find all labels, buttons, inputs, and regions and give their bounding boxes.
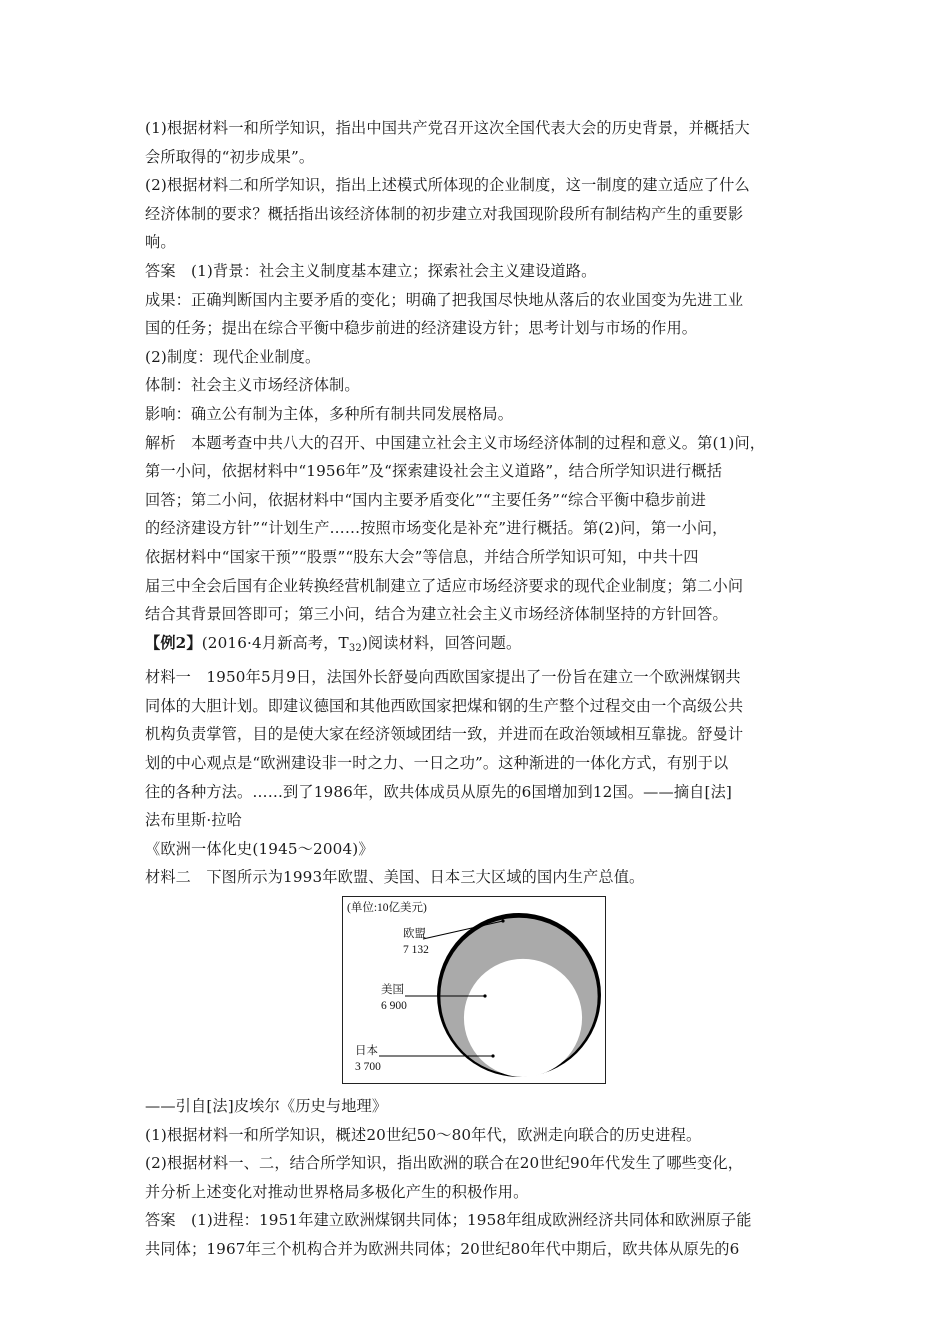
text-line: 成果：正确判断国内主要矛盾的变化；明确了把我国尽快地从落后的农业国变为先进工业 (145, 290, 744, 309)
leader-line-japan-dot (491, 1054, 494, 1057)
chart-frame (342, 896, 606, 1084)
text-line: (1)根据材料一和所学知识，指出中国共产党召开这次全国代表大会的历史背景，并概括大 (145, 119, 750, 137)
series-value-us: 6 900 (381, 1000, 407, 1013)
text-line: 第一小问，依据材料中“1956年”及“探索建设社会主义道路”，结合所学知识进行概括 (145, 462, 723, 481)
text-line: 体制：社会主义市场经济体制。 (145, 376, 360, 395)
leader-line-eu-dot (501, 919, 504, 922)
material-line: 划的中心观点是“欧洲建设非一时之力、一日之功”。这种渐进的一体化方式，有别于以 (145, 754, 729, 773)
text-line: (2)制度：现代企业制度。 (145, 347, 321, 366)
text-line: 答案 (1)背景：社会主义制度基本建立；探索社会主义建设道路。 (145, 261, 597, 280)
text-line: ——引自[法]皮埃尔《历史与地理》 (145, 1097, 388, 1116)
circle-japan (464, 959, 582, 1077)
text-line: 届三中全会后国有企业转换经营机制建立了适应市场经济要求的现代企业制度；第二小问 (145, 576, 744, 595)
example-source-subscript: 32 (348, 642, 362, 654)
text-line: 影响：确立公有制为主体，多种所有制共同发展格局。 (145, 404, 514, 423)
material-line: 材料一 1950年5月9日，法国外长舒曼向西欧国家提出了一份旨在建立一个欧洲煤钢共 (145, 668, 741, 687)
text-line: 解析 本题考查中共八大的召开、中国建立社会主义市场经济体制的过程和意义。第(1)问， (145, 433, 766, 452)
text-line: 响。 (145, 233, 176, 252)
text-line: (1)根据材料一和所学知识，概述20世纪50～80年代，欧洲走向联合的历史进程。 (145, 1125, 702, 1144)
text-line: 并分析上述变化对推动世界格局多极化产生的积极作用。 (145, 1182, 529, 1201)
material-line: 同体的大胆计划。即建议德国和其他西欧国家把煤和钢的生产整个过程交由一个高级公共 (145, 696, 744, 715)
material-block (145, 663, 811, 892)
text-line: 回答；第二小问，依据材料中“国内主要矛盾变化”“主要任务”“综合平衡中稳步前进 (145, 490, 707, 509)
material-line: 《欧洲一体化史(1945～2004)》 (145, 839, 374, 858)
questions-answers-block (145, 1092, 811, 1264)
material-line: 机构负责掌管，目的是使大家在经济领域团结一致，并进而在政治领域相互靠拢。舒曼计 (145, 725, 744, 744)
series-value-eu: 7 132 (403, 944, 429, 957)
example-instruction: )阅读材料，回答问题。 (361, 633, 522, 652)
text-line: 会所取得的“初步成果”。 (145, 147, 315, 166)
gdp-figure (145, 892, 811, 1092)
text-line: 结合其背景回答即可；第三小问，结合为建立社会主义市场经济体制坚持的方针回答。 (145, 605, 728, 624)
material-line: 法布里斯·拉哈 (145, 811, 243, 830)
example-label: 【例2】 (145, 633, 202, 652)
document-page (145, 114, 811, 1264)
text-line: 答案 (1)进程：1951年建立欧洲煤钢共同体；1958年组成欧洲经济共同体和欧洲原子能 (145, 1211, 752, 1230)
text-line: 的经济建设方针”“计划生产……按照市场变化是补充”进行概括。第(2)问，第一小问， (145, 519, 728, 538)
text-line: 国的任务；提出在综合平衡中稳步前进的经济建设方针；思考计划与市场的作用。 (145, 319, 698, 338)
text-line: 依据材料中“国家干预”“股票”“股东大会”等信息，并结合所学知识可知，中共十四 (145, 547, 699, 566)
text-line: (2)根据材料一、二，结合所学知识，指出欧洲的联合在20世纪90年代发生了哪些变化， (145, 1154, 744, 1173)
chart-unit-label: (单位:10亿美元) (347, 902, 427, 915)
series-name-japan: 日本 (355, 1045, 378, 1058)
example-heading (145, 629, 811, 664)
series-name-us: 美国 (381, 984, 404, 997)
example-source: (2016·4月新高考，T (201, 633, 349, 652)
material-line: 材料二 下图所示为1993年欧盟、美国、日本三大区域的国内生产总值。 (145, 868, 645, 887)
text-line: 经济体制的要求？概括指出该经济体制的初步建立对我国现阶段所有制结构产生的重要影 (145, 204, 744, 223)
series-value-japan: 3 700 (355, 1061, 381, 1074)
material-line: 往的各种方法。……到了1986年，欧共体成员从原先的6国增加到12国。——摘自[法] (145, 782, 732, 801)
text-line: (2)根据材料二和所学知识，指出上述模式所体现的企业制度，这一制度的建立适应了什么 (145, 176, 750, 195)
series-name-eu: 欧盟 (403, 928, 426, 941)
question-answer-block (145, 114, 811, 629)
text-line: 共同体；1967年三个机构合并为欧洲共同体；20世纪80年代中期后，欧共体从原先的6 (145, 1240, 740, 1258)
leader-line-us-dot (483, 994, 486, 997)
